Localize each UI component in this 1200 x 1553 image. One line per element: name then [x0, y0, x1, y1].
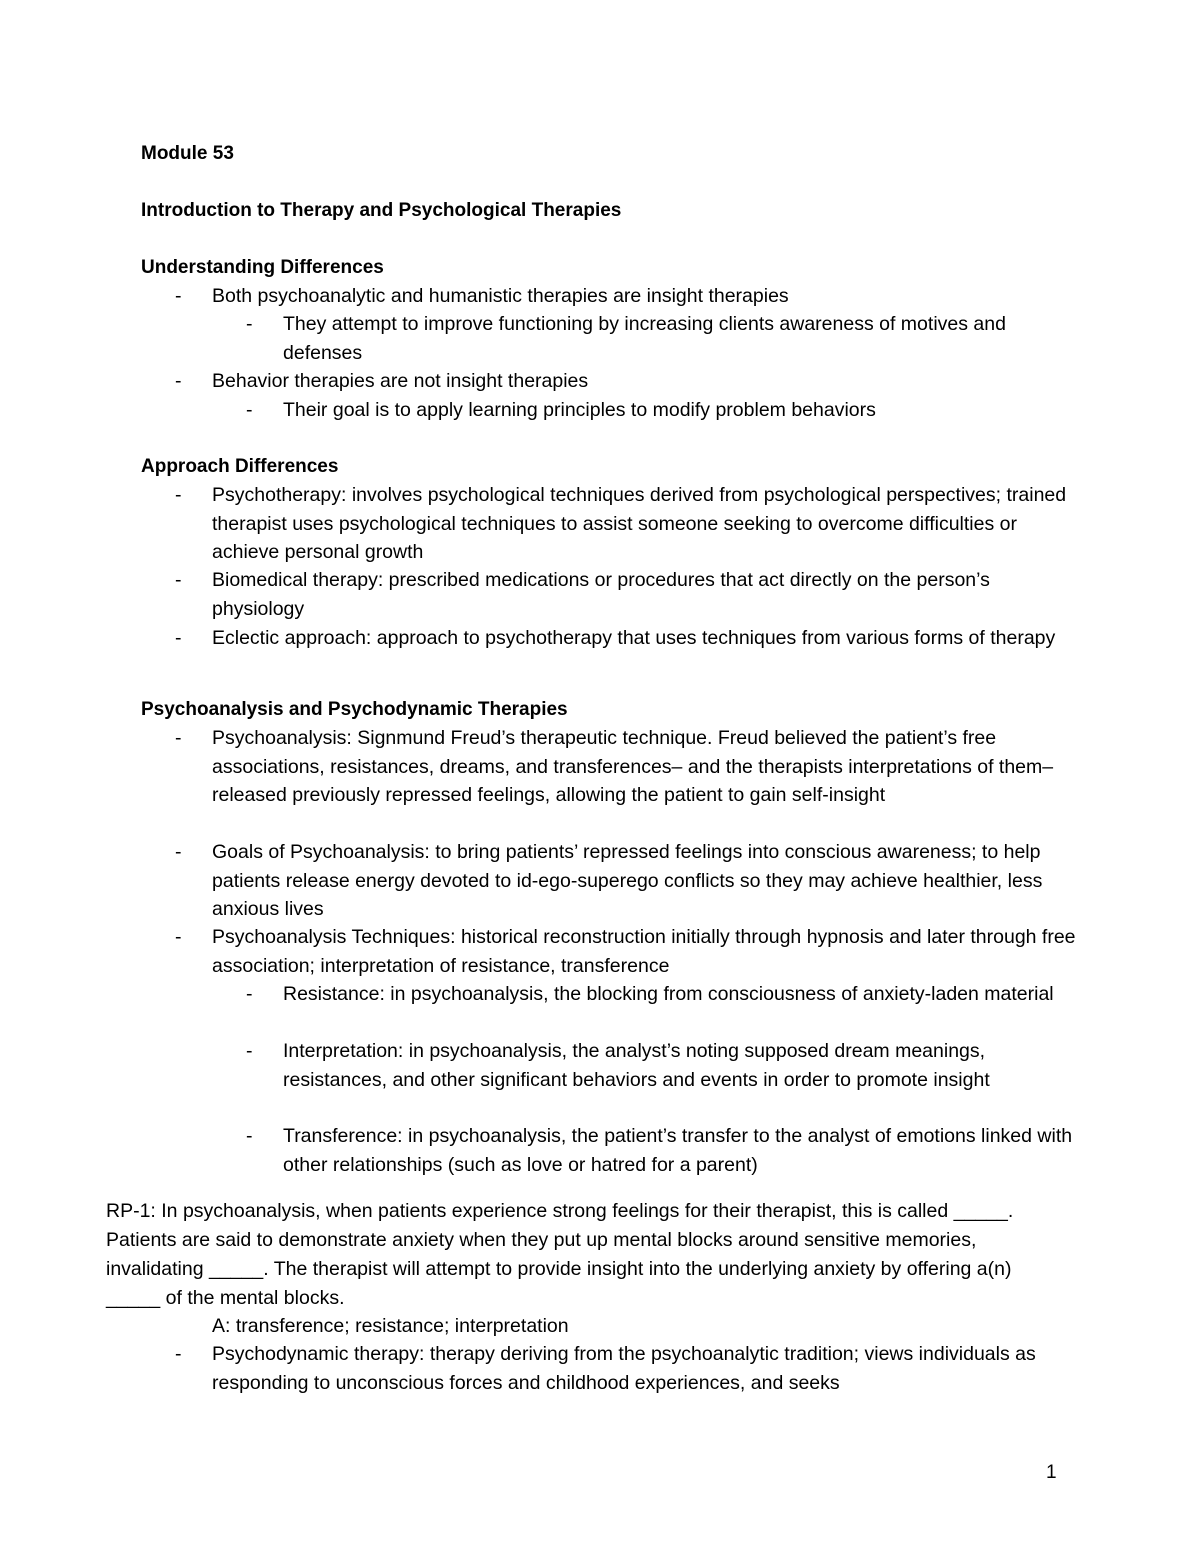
- list-item-text: They attempt to improve functioning by increasing clients awareness of motives and defenses: [283, 313, 1006, 364]
- list-item: [175, 624, 1072, 653]
- bullet-dash: -: [175, 1343, 182, 1365]
- list-item-text: Interpretation: in psychoanalysis, the analyst’s noting supposed dream meanings, resistances, and other significant behaviors and events in order to promote insight: [283, 1040, 990, 1091]
- list-item-text: Behavior therapies are not insight therapies: [212, 370, 589, 392]
- bullet-dash: -: [246, 983, 253, 1005]
- list-item: [175, 282, 1082, 311]
- bullet-dash: -: [175, 841, 182, 863]
- intro-title: Introduction to Therapy and Psychological Therapies: [141, 200, 622, 221]
- list-item-text: Psychodynamic therapy: therapy deriving from the psychoanalytic tradition; views individuals as responding to unconscious forces and childhood experiences, and seeks: [212, 1343, 1036, 1394]
- list-item: [175, 566, 1012, 623]
- list-item-text: Transference: in psychoanalysis, the patient’s transfer to the analyst of emotions linked with other relationships (such as love or hatred for a parent): [283, 1125, 1073, 1176]
- list-item-text: Their goal is to apply learning principles to modify problem behaviors: [283, 399, 876, 421]
- list-item-text: Psychotherapy: involves psychological techniques derived from psychological perspectives; trained therapist uses psychological techniques to assist someone seeking to overcome difficulties or achieve personal growth: [212, 484, 1067, 563]
- list-item: [175, 838, 1082, 924]
- bullet-dash: -: [175, 569, 182, 591]
- bullet-dash: -: [246, 313, 253, 335]
- list-item: [246, 396, 1083, 425]
- bullet-dash: -: [246, 1125, 253, 1147]
- bullet-dash: -: [175, 727, 182, 749]
- bullet-dash: -: [246, 1040, 253, 1062]
- bullet-dash: -: [175, 627, 182, 649]
- bullet-dash: -: [175, 370, 182, 392]
- list-item: [246, 310, 1053, 367]
- list-item-text: Goals of Psychoanalysis: to bring patients’ repressed feelings into conscious awareness; to help patients release energy devoted to id-ego-superego conflicts so they may achieve healthier, less anxious lives: [212, 841, 1043, 920]
- bullet-dash: -: [175, 285, 182, 307]
- module-title: Module 53: [141, 143, 234, 164]
- list-item: [246, 980, 1073, 1009]
- review-answer: A: transference; resistance; interpretation: [212, 1315, 569, 1337]
- bullet-dash: -: [175, 926, 182, 948]
- list-item-text: Psychoanalysis Techniques: historical reconstruction initially through hypnosis and later through free association; interpretation of resistance, transference: [212, 926, 1076, 977]
- review-question: RP-1: In psychoanalysis, when patients experience strong feelings for their therapist, this is called _____. Patients are said to demonstrate anxiety when they put up mental blocks around sensitive memories, invalidating _____. The therapist will attempt to provide insight into the underlying anxiety by offering a(n) _____ of the mental blocks.: [106, 1200, 1014, 1309]
- list-item: [175, 367, 1082, 396]
- list-item: [175, 481, 1072, 567]
- list-item: [246, 1122, 1073, 1179]
- list-item: [175, 1340, 1062, 1397]
- list-item: [246, 1037, 1043, 1094]
- list-item: [175, 724, 1072, 810]
- list-item-text: Psychoanalysis: Signmund Freud’s therapeutic technique. Freud believed the patient’s free associations, resistances, dreams, and transferences– and the therapists interpretations of them– released previously repressed feelings, allowing the patient to gain self-insight: [212, 727, 1054, 806]
- list-item-text: Eclectic approach: approach to psychotherapy that uses techniques from various forms of therapy: [212, 627, 1056, 649]
- bullet-dash: -: [246, 399, 253, 421]
- bullet-dash: -: [175, 484, 182, 506]
- list-item-text: Both psychoanalytic and humanistic therapies are insight therapies: [212, 285, 789, 307]
- page-number: 1: [1046, 1462, 1057, 1483]
- section-heading-psychoanalysis: Psychoanalysis and Psychodynamic Therapies: [141, 699, 568, 720]
- list-item-text: Resistance: in psychoanalysis, the blocking from consciousness of anxiety-laden material: [283, 983, 1054, 1005]
- list-item-text: Biomedical therapy: prescribed medications or procedures that act directly on the person’s physiology: [212, 569, 990, 620]
- list-item: [175, 923, 1082, 980]
- section-heading-understanding: Understanding Differences: [141, 257, 384, 278]
- section-heading-approach: Approach Differences: [141, 456, 339, 477]
